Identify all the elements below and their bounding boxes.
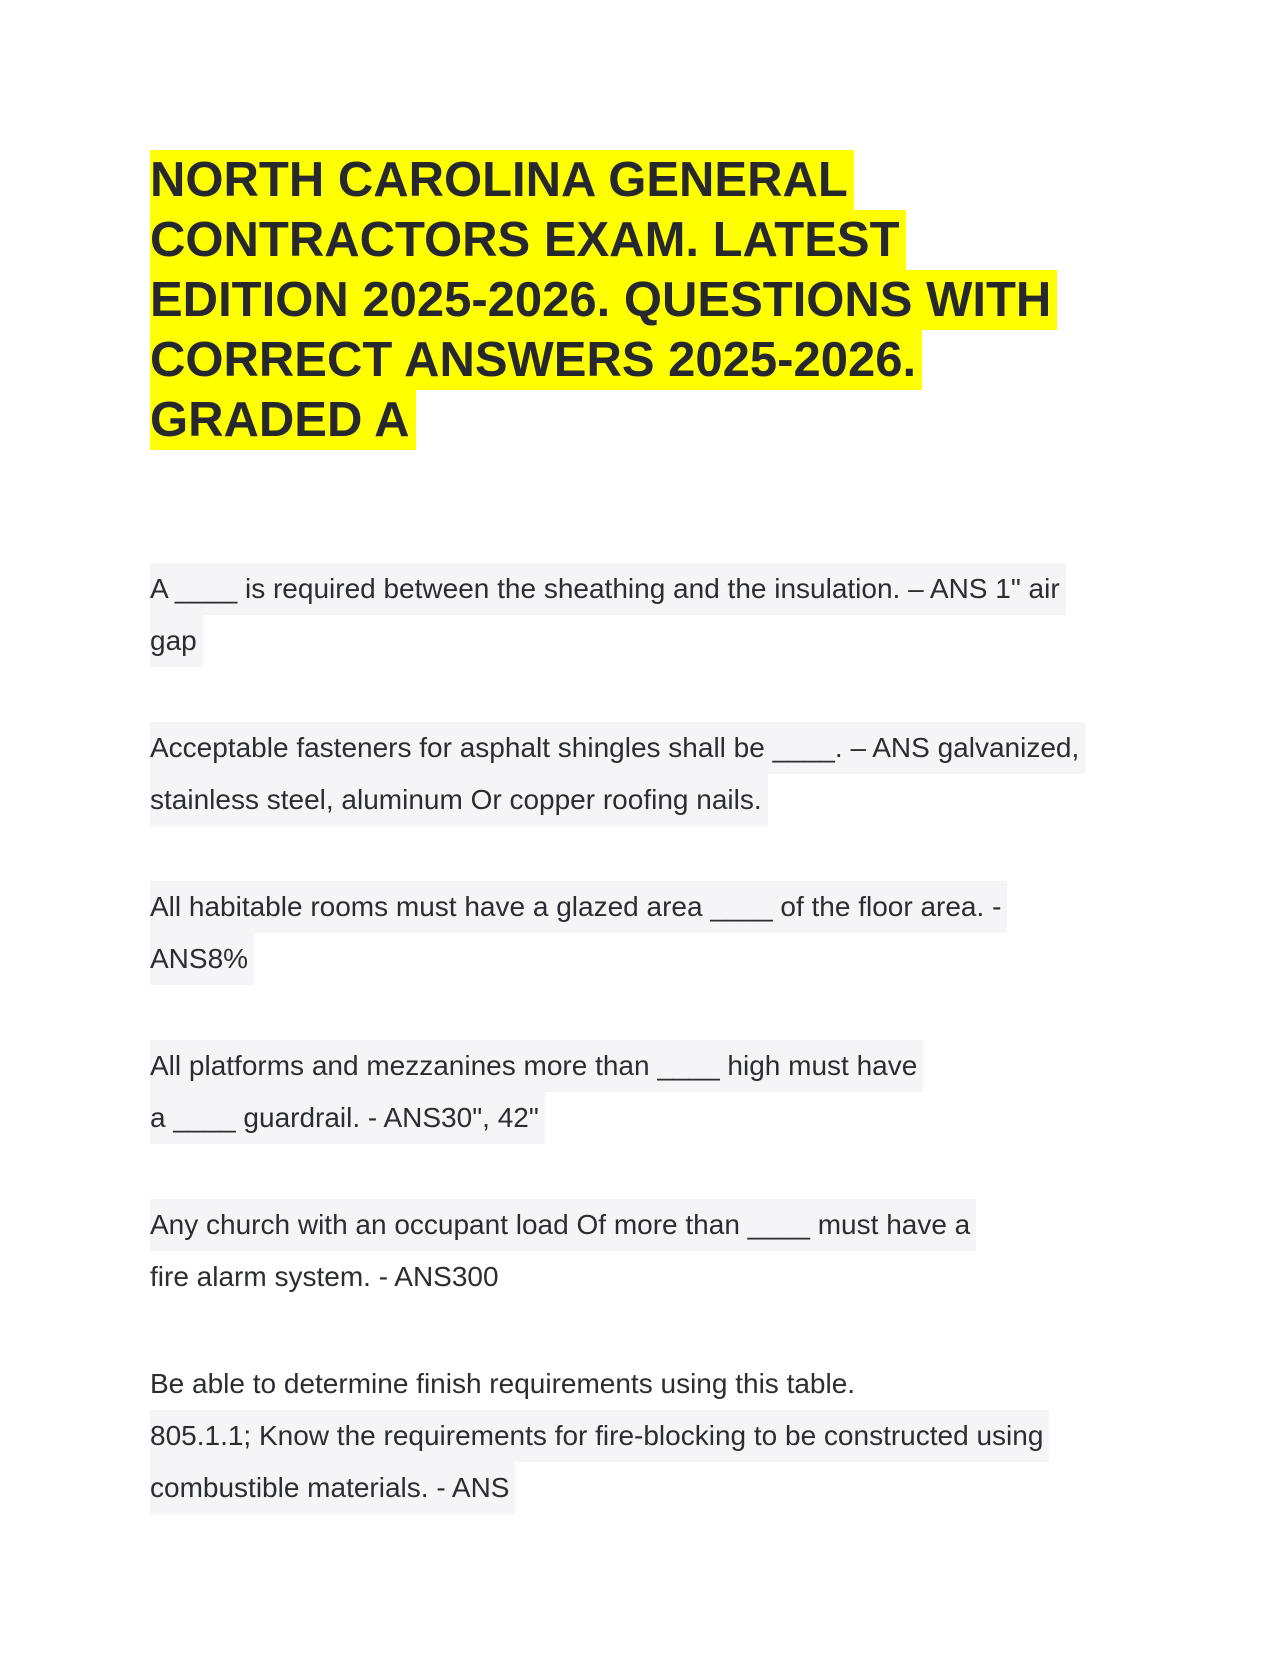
question-text-line: All habitable rooms must have a glazed area ____ of the floor area. -	[150, 881, 1007, 933]
question-text-line: gap	[150, 615, 203, 667]
question-text-line: combustible materials. - ANS	[150, 1462, 515, 1514]
question-answer-item	[150, 1040, 1130, 1144]
question-text-line: fire alarm system. - ANS300	[150, 1261, 499, 1292]
document-page	[150, 150, 1130, 1569]
question-text-line: Be able to determine finish requirements using this table.	[150, 1368, 856, 1399]
title-line: CONTRACTORS EXAM. LATEST	[150, 210, 906, 270]
question-list	[150, 563, 1130, 1514]
question-answer-item	[150, 722, 1130, 826]
question-text-line: stainless steel, aluminum Or copper roofing nails.	[150, 774, 768, 826]
document-title	[150, 150, 1130, 450]
question-text-line: Any church with an occupant load Of more than ____ must have a	[150, 1199, 976, 1251]
question-text-line: A ____ is required between the sheathing and the insulation. – ANS 1" air	[150, 563, 1066, 615]
title-line: EDITION 2025-2026. QUESTIONS WITH	[150, 270, 1057, 330]
question-answer-item	[150, 563, 1130, 667]
question-text-line: Acceptable fasteners for asphalt shingles shall be ____. – ANS galvanized,	[150, 722, 1085, 774]
title-line: CORRECT ANSWERS 2025-2026.	[150, 330, 922, 390]
question-answer-item	[150, 881, 1130, 985]
question-answer-item	[150, 1199, 1130, 1303]
title-line: GRADED A	[150, 390, 416, 450]
title-line: NORTH CAROLINA GENERAL	[150, 150, 854, 210]
question-answer-item	[150, 1358, 1130, 1514]
question-text-line: All platforms and mezzanines more than ____ high must have	[150, 1040, 923, 1092]
question-text-line: ANS8%	[150, 933, 254, 985]
question-text-line: 805.1.1; Know the requirements for fire-blocking to be constructed using	[150, 1410, 1049, 1462]
question-text-line: a ____ guardrail. - ANS30", 42"	[150, 1092, 545, 1144]
